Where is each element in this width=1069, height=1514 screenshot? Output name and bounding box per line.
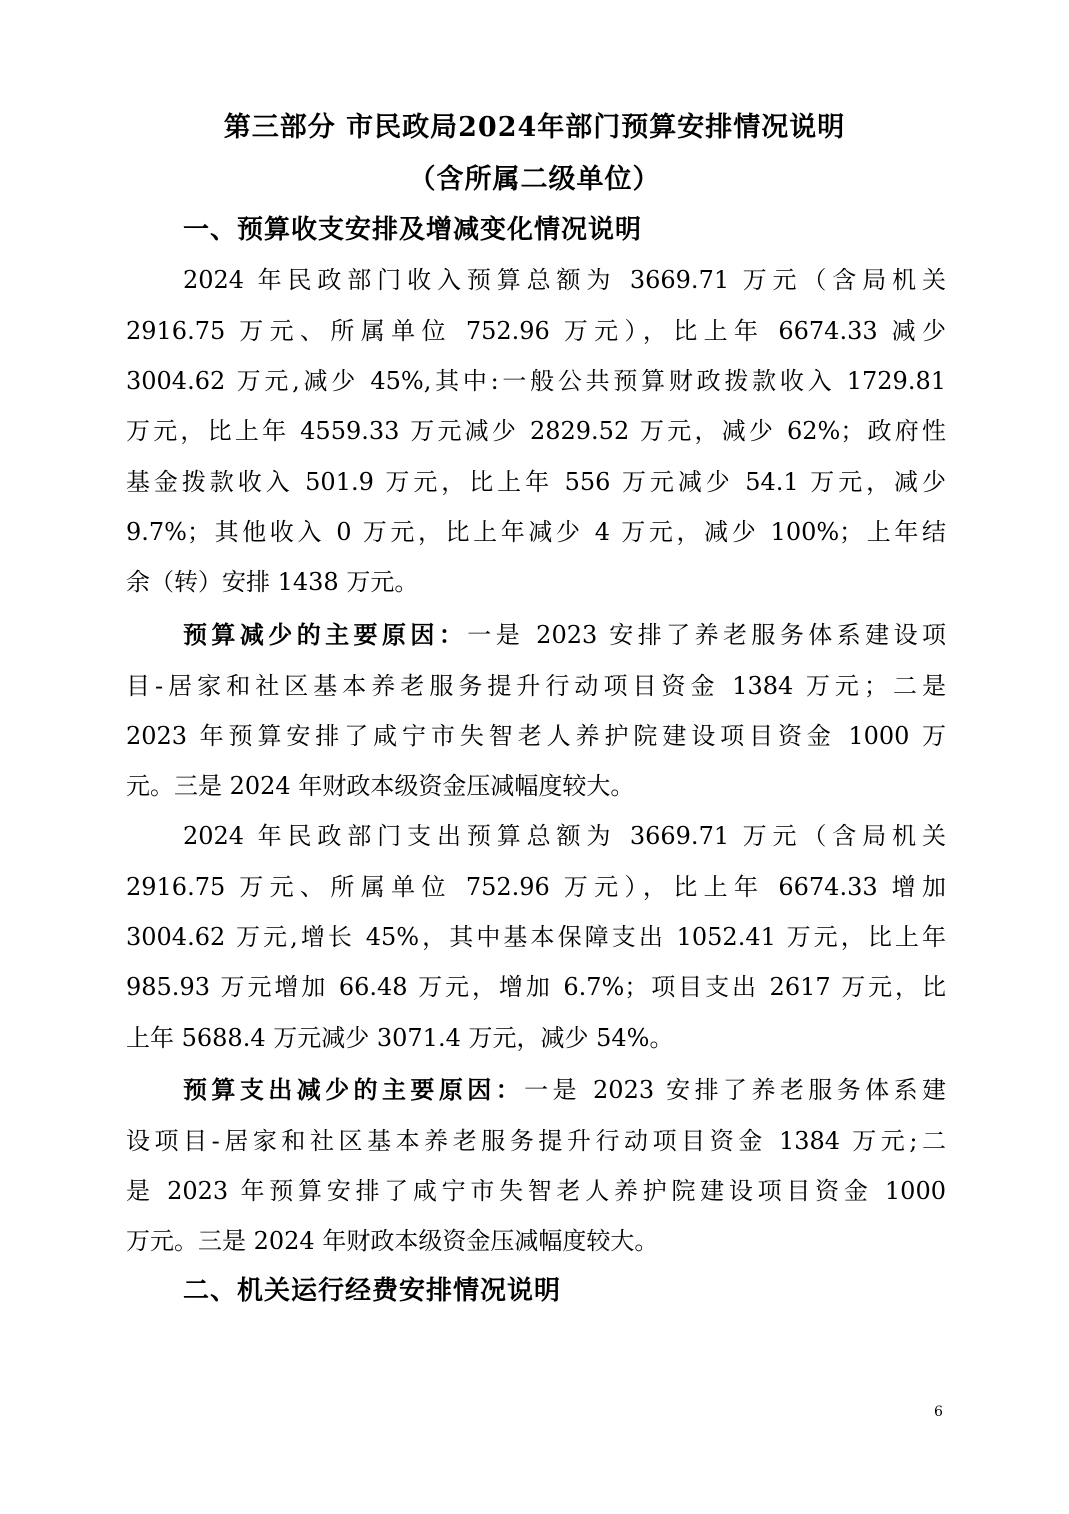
- paragraph-line: [183, 1070, 946, 1110]
- section-heading-1: 一、预算收支安排及增减变化情况说明: [183, 215, 643, 245]
- paragraph-line: 3004.62 万元,增长 45%，其中基本保障支出 1052.41 万元，比上年: [126, 923, 946, 951]
- paragraph-line: 2916.75 万元、所属单位 752.96 万元），比上年 6674.33 增加: [126, 873, 946, 901]
- page-number: 6: [934, 1404, 943, 1420]
- paragraph-lead: 预算减少的主要原因：: [183, 620, 468, 649]
- paragraph-line: 元。三是 2024 年财政本级资金压减幅度较大。: [126, 772, 635, 800]
- paragraph-line: 基金拨款收入 501.9 万元，比上年 556 万元减少 54.1 万元，减少: [126, 468, 946, 496]
- paragraph-line: 9.7%；其他收入 0 万元，比上年减少 4 万元，减少 100%；上年结: [126, 518, 946, 546]
- paragraph-line: 2023 年预算安排了咸宁市失智老人养护院建设项目资金 1000 万: [126, 722, 946, 750]
- section-heading-2: 二、机关运行经费安排情况说明: [183, 1276, 562, 1306]
- paragraph-lead: 预算支出减少的主要原因：: [183, 1075, 525, 1104]
- document-subtitle: （含所属二级单位）: [408, 164, 661, 195]
- paragraph-line: 余（转）安排 1438 万元。: [126, 568, 419, 596]
- paragraph-line: 上年 5688.4 万元减少 3071.4 万元，减少 54%。: [126, 1024, 674, 1052]
- paragraph-line: 万元，比上年 4559.33 万元减少 2829.52 万元，减少 62%；政府性: [126, 417, 946, 445]
- paragraph-line: 2024 年民政部门支出预算总额为 3669.71 万元（含局机关: [183, 822, 946, 850]
- paragraph-line: 985.93 万元增加 66.48 万元，增加 6.7%；项目支出 2617 万元，比: [126, 973, 946, 1001]
- paragraph-text: 一是 2023 安排了养老服务体系建: [524, 1076, 947, 1104]
- paragraph-line: 是 2023 年预算安排了咸宁市失智老人养护院建设项目资金 1000: [126, 1177, 946, 1205]
- paragraph-line: [183, 615, 946, 655]
- paragraph-line: 2024 年民政部门收入预算总额为 3669.71 万元（含局机关: [183, 266, 946, 294]
- paragraph-line: 设项目-居家和社区基本养老服务提升行动项目资金 1384 万元;二: [126, 1127, 946, 1155]
- paragraph-line: 2916.75 万元、所属单位 752.96 万元），比上年 6674.33 减少: [126, 317, 946, 345]
- paragraph-text: 一是 2023 安排了养老服务体系建设项: [467, 621, 946, 649]
- paragraph-line: 目-居家和社区基本养老服务提升行动项目资金 1384 万元；二是: [126, 672, 946, 700]
- document-title: 第三部分 市民政局2024年部门预算安排情况说明: [223, 112, 846, 143]
- paragraph-line: 万元。三是 2024 年财政本级资金压减幅度较大。: [126, 1227, 659, 1255]
- paragraph-line: 3004.62 万元,减少 45%,其中:一般公共预算财政拨款收入 1729.81: [126, 367, 946, 395]
